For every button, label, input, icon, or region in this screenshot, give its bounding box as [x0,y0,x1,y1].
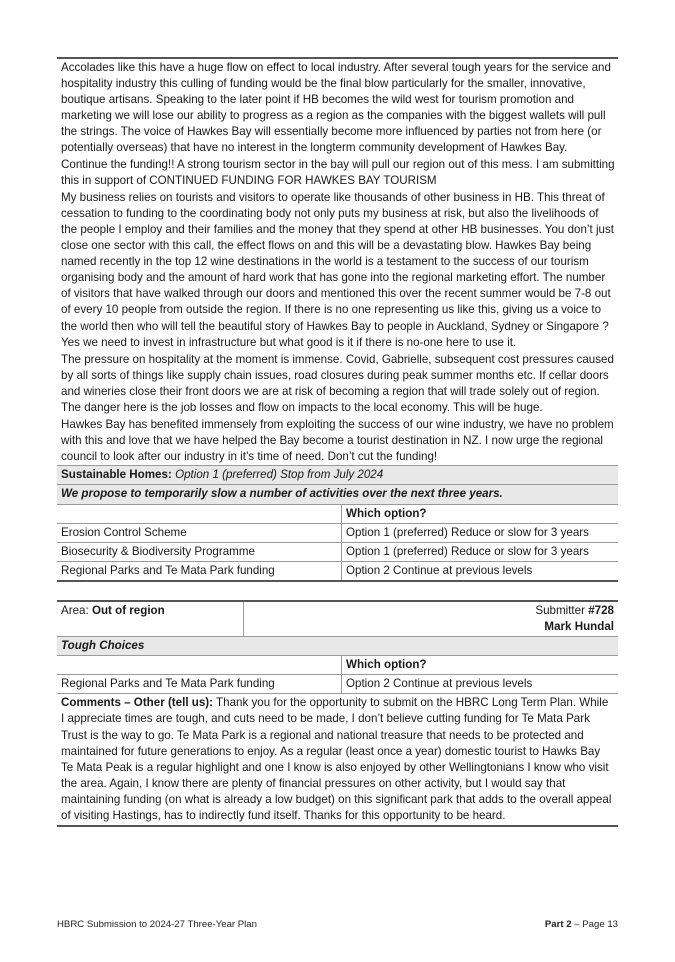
submission-table-header [57,656,618,675]
activity-cell: Regional Parks and Te Mata Park funding [57,675,342,693]
sustainable-homes-row [57,466,618,485]
area-value: Out of region [91,603,165,617]
option-cell: Option 1 (preferred) Reduce or slow for 3 years [346,544,589,558]
submitter-name: Mark Hundal [544,620,614,633]
submitter-cell: Submitter #728 Mark Hundal [535,603,614,633]
comments-label: Comments – Other (tell us): [61,696,214,710]
activity-cell: Biosecurity & Biodiversity Programme [57,543,342,561]
area-cell: Area: Out of region [57,602,244,636]
option-cell: Option 2 Continue at previous levels [346,563,533,577]
comment-paragraph: The pressure on hospitality at the moment is immense. Covid, Gabrielle, subsequent cost pressures caused by all sorts of things like supply chain issues, road closures during peak summer months etc. If cellar doors and wineries close their front doors we are at risk of becoming a region that will trade solely out of region. The danger here is the job losses and flow on impacts to the local economy. This will be huge. [61,352,614,414]
footer-title: HBRC Submission to 2024-27 Three-Year Plan [57,919,257,930]
sustainable-homes-label: Sustainable Homes: [61,468,172,482]
which-option-header: Which option? [346,506,427,520]
table-row [57,543,618,562]
comment-paragraph: My business relies on tourists and visitors to operate like thousands of other business in HB. This threat of cessation to funding to the coordinating body not only puts my business at risk, but also the livelihoods of the people I employ and their families and the money that they spend at other HB businesses. You don’t just close one sector with this call, the effect flows on and this will be a devastating blow. Hawkes Bay being named recently in the top 12 wine destinations in the world is a testament to the success of our tourism organising body and the amount of hard work that has gone into the regional marketing effort. The number of visitors that have walked through our doors and mentioned this over the recent summer would be 7-8 out of every 10 people from outside the region. If there is no one representing us like this, giving us a voice to the world then who will tell the beautiful story of Hawkes Bay to people in Auckland, Sydney or Singapore ? Yes we need to invest in infrastructure but what good is it if there is no-one here to use it. [61,190,614,349]
footer-page: Part 2 – Page 13 [544,919,618,930]
activity-cell: Regional Parks and Te Mata Park funding [57,562,342,580]
table-row [57,675,618,694]
slow-activities-heading: We propose to temporarily slow a number of activities over the next three years. [57,485,618,504]
page-footer [57,917,618,933]
comment-paragraph: Hawkes Bay has benefited immensely from exploiting the success of our wine industry, we have no problem with this and love that we have helped the Bay become a tourist destination in NZ. I now urge the regional council to look after our industry in it’s time of need. Don’t cut the funding! [57,416,618,466]
table-row [57,562,618,582]
tough-choices-heading: Tough Choices [57,637,618,656]
activity-cell: Erosion Control Scheme [57,524,342,542]
table-row [57,524,618,543]
comments-text: Thank you for the opportunity to submit on the HBRC Long Term Plan. While I appreciate times are tough, and cuts need to be made, I don’t believe cutting funding for Te Mata Park Trust is the way to go. Te Mata Park is a regional and national treasure that needs to be protected and maintained for future generations to enjoy. As a regular (least once a year) domestic tourist to Hawks Bay Te Mata Peak is a regular highlight and one I know is also enjoyed by other Wellingtonians I know who visit the area. Again, I know there are plenty of financial pressures on other activity, but I would say that maintaining funding (on what is already a low budget) on this significant park that adds to the overall appeal of visiting Hastings, has to indirectly fund itself. Thanks for this opportunity to be heard. [61,696,612,823]
option-cell: Option 1 (preferred) Reduce or slow for 3 years [346,525,589,539]
sustainable-homes-value: Option 1 (preferred) Stop from July 2024 [175,468,384,482]
document-page [57,57,618,827]
slow-table-header [57,505,618,524]
submission-header [57,600,618,637]
which-option-header: Which option? [346,658,427,672]
comment-paragraph: Accolades like this have a huge flow on effect to local industry. After several tough years for the service and hospitality industry this culling of funding would be the final blow particularly for the smaller, innovative, boutique artisans. Speaking to the later point if HB becomes the wild west for tourism promotion and marketing we will lose our ability to progress as a region as the companies with the biggest wallets will pull the strings. The voice of Hawkes Bay will essentially become more influenced by parties not from here (or potentially overseas) that have no interest in the longterm community development of Hawkes Bay. Continue the funding!! A strong tourism sector in the bay will pull our region out of this mess. I am submitting this in support of CONTINUED FUNDING FOR HAWKES BAY TOURISM [61,61,615,187]
submission-comments [57,694,618,827]
option-cell: Option 2 Continue at previous levels [346,677,533,691]
submitter-number: #728 [588,603,614,617]
